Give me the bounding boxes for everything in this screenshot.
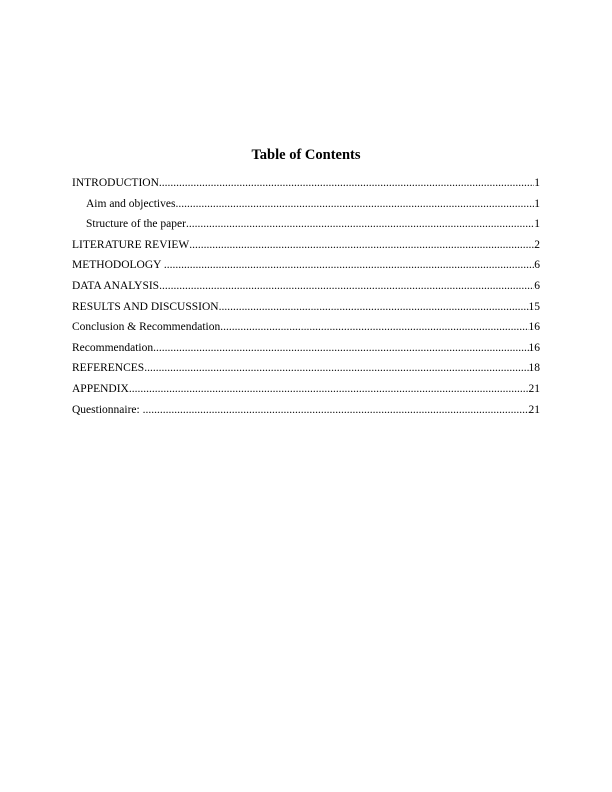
toc-entry-label: LITERATURE REVIEW — [72, 238, 190, 251]
toc-entry-label: Structure of the paper — [86, 218, 186, 231]
toc-entry-label: REFERENCES — [72, 362, 145, 375]
toc-list — [72, 175, 540, 422]
toc-entry-page-number: 2 — [534, 238, 540, 251]
toc-title: Table of Contents — [251, 147, 361, 163]
toc-entry-data-analysis[interactable] — [72, 278, 540, 299]
toc-entry-page-number: 21 — [528, 382, 540, 395]
toc-entry-page-number: 1 — [534, 197, 540, 210]
toc-dot-leader — [219, 299, 529, 315]
toc-entry-label: Aim and objectives — [86, 197, 176, 210]
toc-dot-leader — [153, 340, 528, 356]
toc-entry-recommendation[interactable] — [72, 340, 540, 361]
toc-entry-questionnaire[interactable] — [72, 402, 540, 423]
toc-entry-structure-of-the-paper[interactable] — [72, 216, 540, 237]
toc-entry-references[interactable] — [72, 360, 540, 381]
toc-entry-label: METHODOLOGY — [72, 259, 164, 272]
toc-entry-label: Conclusion & Recommendation — [72, 321, 221, 334]
toc-dot-leader — [189, 237, 534, 253]
toc-dot-leader — [144, 360, 528, 376]
toc-entry-methodology[interactable] — [72, 257, 540, 278]
toc-entry-literature-review[interactable] — [72, 237, 540, 258]
toc-entry-page-number: 15 — [528, 300, 540, 313]
toc-entry-label: Questionnaire: — [72, 403, 143, 416]
toc-entry-page-number: 1 — [534, 218, 540, 231]
toc-dot-leader — [159, 175, 534, 191]
toc-dot-leader — [175, 196, 534, 212]
toc-entry-conclusion-and-recommendation[interactable] — [72, 319, 540, 340]
toc-dot-leader — [186, 216, 534, 232]
toc-entry-page-number: 18 — [528, 362, 540, 375]
toc-entry-appendix[interactable] — [72, 381, 540, 402]
toc-dot-leader — [129, 381, 529, 397]
toc-entry-label: INTRODUCTION — [72, 177, 159, 189]
toc-entry-introduction[interactable] — [72, 175, 540, 196]
toc-entry-page-number: 6 — [534, 279, 540, 292]
toc-entry-page-number: 21 — [528, 403, 540, 416]
toc-entry-page-number: 16 — [528, 321, 540, 334]
toc-entry-aim-and-objectives[interactable] — [72, 196, 540, 217]
toc-dot-leader — [164, 257, 534, 273]
toc-entry-results-and-discussion[interactable] — [72, 299, 540, 320]
toc-entry-label: RESULTS AND DISCUSSION — [72, 300, 219, 313]
toc-entry-label: APPENDIX — [72, 382, 129, 395]
toc-entry-page-number: 6 — [534, 259, 540, 272]
toc-entry-page-number: 16 — [528, 341, 540, 354]
toc-dot-leader — [159, 278, 534, 294]
toc-entry-label: Recommendation — [72, 341, 154, 354]
toc-entry-page-number: 1 — [534, 177, 540, 189]
toc-dot-leader — [143, 402, 529, 418]
toc-entry-label: DATA ANALYSIS — [72, 279, 160, 292]
toc-dot-leader — [220, 319, 528, 335]
